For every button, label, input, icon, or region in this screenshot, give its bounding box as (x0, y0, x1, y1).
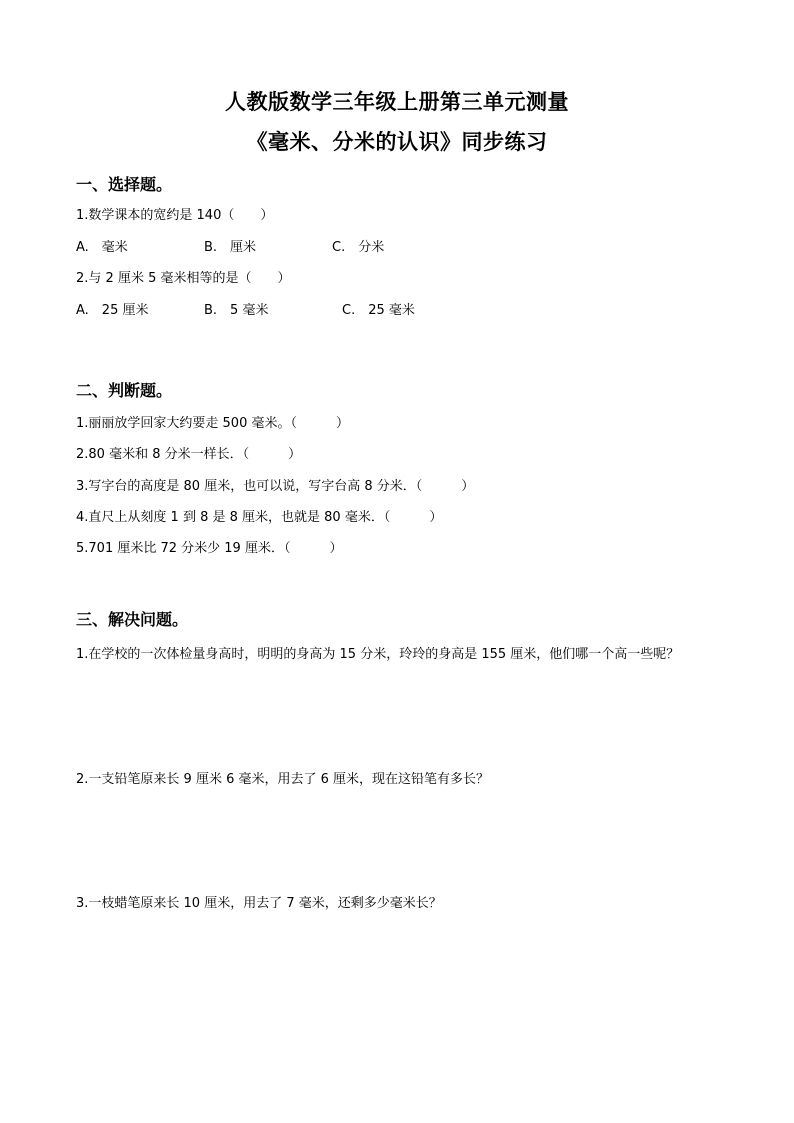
choice-q2-option-b: B. 5 毫米 (204, 303, 269, 318)
solve-item-2: 2.一支铅笔原来长 9 厘米 6 毫米，用去了 6 厘米，现在这铅笔有多长？ (76, 772, 490, 787)
choice-q2-option-a: A. 25 厘米 (76, 303, 149, 318)
solve-item-3: 3.一枝蜡笔原来长 10 厘米，用去了 7 毫米，还剩多少毫米长？ (76, 896, 442, 911)
choice-q1-option-a: A. 毫米 (76, 240, 128, 255)
page-subtitle: 《毫米、分米的认识》同步练习 (246, 129, 548, 154)
page-title: 人教版数学三年级上册第三单元测量 (225, 89, 569, 114)
judge-item-3: 3.写字台的高度是 80 厘米，也可以说，写字台高 8 分米．（ ） (76, 479, 475, 494)
choice-q1-option-b: B. 厘米 (204, 240, 257, 255)
judge-item-5: 5.701 厘米比 72 分米少 19 厘米．（ ） (76, 541, 343, 556)
judge-item-1: 1.丽丽放学回家大约要走 500 毫米。（ ） (76, 416, 349, 431)
judge-item-4: 4.直尺上从刻度 1 到 8 是 8 厘米，也就是 80 毫米．（ ） (76, 510, 443, 525)
section-heading-judge: 二、判断题。 (76, 381, 173, 400)
judge-item-2: 2.80 毫米和 8 分米一样长．（ ） (76, 447, 302, 462)
choice-q1-option-c: C. 分米 (332, 240, 385, 255)
section-heading-solve: 三、解决问题。 (76, 610, 189, 629)
choice-question-1: 1.数学课本的宽约是 140（ ） (76, 208, 274, 223)
section-heading-choice: 一、选择题。 (76, 175, 173, 194)
choice-question-2: 2.与 2 厘米 5 毫米相等的是（ ） (76, 271, 291, 286)
solve-item-1: 1.在学校的一次体检量身高时，明明的身高为 15 分米，玲玲的身高是 155 厘米，他们哪一个高一些呢？ (76, 647, 680, 662)
choice-q2-option-c: C. 25 毫米 (342, 303, 415, 318)
